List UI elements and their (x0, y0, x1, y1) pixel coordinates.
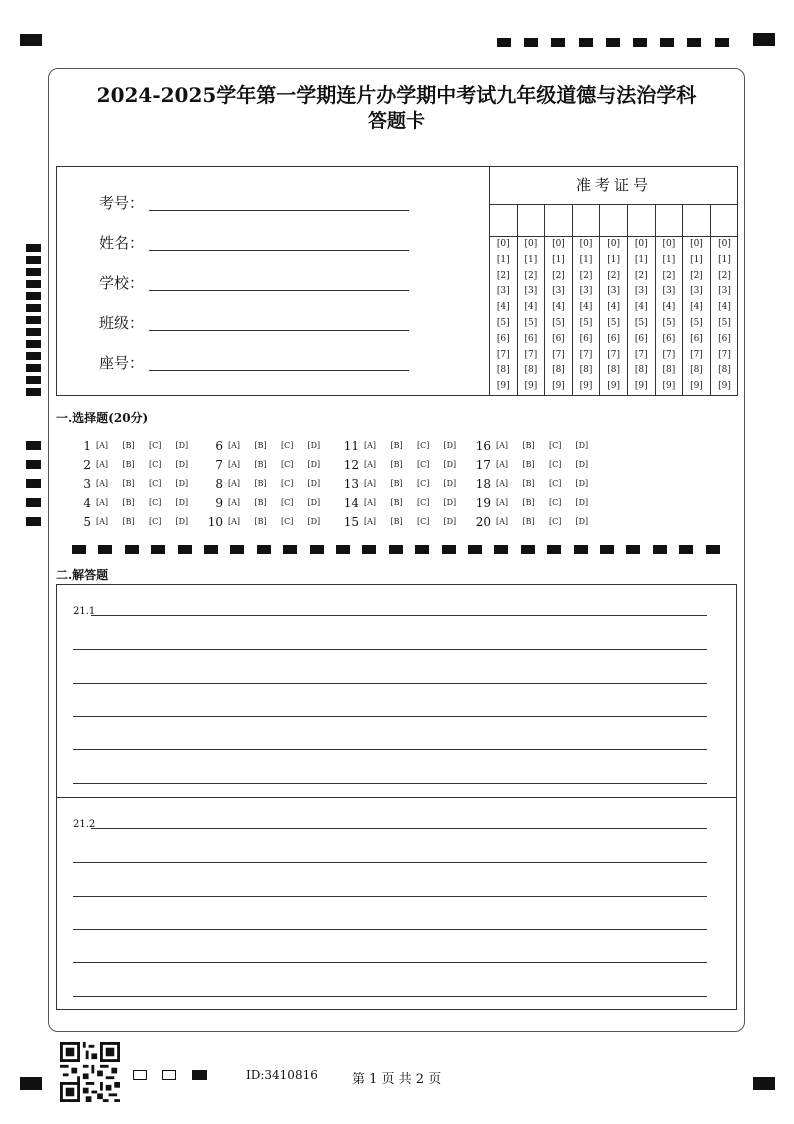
mc-option-bubble[interactable]: [A] (364, 517, 377, 526)
question-number: 21.2 (73, 819, 96, 830)
mc-question-number: 15 (343, 515, 359, 529)
mc-option-bubble[interactable]: [D] (307, 441, 321, 450)
timing-mark (26, 316, 41, 324)
mc-option-bubble[interactable]: [D] (175, 517, 189, 526)
admission-digit-column[interactable] (683, 204, 711, 395)
timing-mark (26, 256, 41, 264)
mc-option-bubble[interactable]: [B] (390, 498, 403, 507)
digit-bubble[interactable]: [0] (496, 239, 510, 249)
mc-option-bubble[interactable]: [B] (254, 498, 267, 507)
mc-option-bubble[interactable]: [B] (390, 517, 403, 526)
mc-option-bubble[interactable]: [B] (390, 460, 403, 469)
digit-bubble[interactable]: [8] (524, 365, 538, 376)
digit-bubble[interactable]: [5] (524, 317, 538, 328)
mc-option-bubble[interactable]: [B] (390, 441, 403, 450)
mc-option-bubble[interactable]: [A] (496, 460, 509, 469)
digit-bubble[interactable]: [0] (634, 239, 648, 249)
digit-bubble[interactable]: [1] (634, 254, 648, 265)
digit-bubble[interactable]: [7] (634, 349, 648, 360)
mc-question-number: 1 (83, 439, 91, 453)
timing-mark (26, 364, 41, 372)
digit-bubble[interactable]: [2] (524, 270, 538, 281)
digit-bubble[interactable]: [4] (496, 302, 510, 313)
mc-option-bubble[interactable]: [B] (254, 441, 267, 450)
mc-question-number: 9 (215, 496, 223, 510)
mc-question-number: 6 (215, 439, 223, 453)
digit-bubble[interactable]: [4] (524, 302, 538, 313)
timing-mark (26, 517, 41, 526)
sheet-subtitle: 答题卡 (367, 110, 425, 132)
admission-digit-column[interactable] (518, 204, 546, 395)
timing-mark (579, 38, 593, 47)
timing-mark (26, 479, 41, 488)
digit-bubble[interactable]: [7] (496, 349, 510, 360)
admission-digit-column[interactable] (600, 204, 628, 395)
digit-bubble[interactable]: [8] (579, 365, 593, 376)
digit-bubble[interactable]: [0] (607, 239, 621, 249)
mc-option-bubble[interactable]: [C] (281, 517, 294, 526)
mc-option-bubble[interactable]: [C] (281, 479, 294, 488)
timing-mark (26, 328, 41, 336)
mc-option-bubble[interactable]: [B] (522, 441, 535, 450)
digit-bubble[interactable]: [6] (607, 333, 621, 344)
digit-bubble[interactable]: [8] (607, 365, 621, 376)
digit-bubble[interactable]: [1] (579, 254, 593, 265)
mc-option-bubble[interactable]: [D] (575, 460, 589, 469)
mc-option-bubble[interactable]: [D] (443, 498, 457, 507)
mc-option-bubble[interactable]: [B] (254, 517, 267, 526)
mc-option-bubble[interactable]: [C] (549, 498, 562, 507)
digit-bubble[interactable]: [9] (524, 381, 538, 392)
mc-option-bubble[interactable]: [C] (549, 479, 562, 488)
digit-bubble[interactable]: [9] (552, 381, 565, 392)
mc-option-bubble[interactable]: [C] (149, 460, 162, 469)
mc-question-number: 18 (475, 477, 491, 491)
digit-bubble[interactable]: [1] (718, 254, 731, 265)
timing-mark (26, 460, 41, 469)
digit-bubble[interactable]: [4] (607, 302, 621, 313)
digit-bubble[interactable]: [4] (718, 302, 731, 313)
mc-option-bubble[interactable]: [C] (549, 441, 562, 450)
mc-option-bubble[interactable]: [B] (254, 479, 267, 488)
mc-option-bubble[interactable]: [A] (496, 517, 509, 526)
mc-option-bubble[interactable]: [C] (281, 498, 294, 507)
mc-option-bubble[interactable]: [A] (228, 460, 241, 469)
marker-empty-square (162, 1070, 176, 1080)
digit-bubble[interactable]: [6] (524, 333, 538, 344)
mc-option-bubble[interactable]: [A] (364, 441, 377, 450)
mc-question-number: 12 (343, 458, 359, 472)
digit-bubble[interactable]: [2] (690, 270, 703, 281)
mc-question-number: 5 (83, 515, 91, 529)
digit-bubble[interactable]: [3] (662, 286, 676, 297)
field-label: 考号： (99, 194, 145, 212)
digit-bubble[interactable]: [7] (718, 349, 731, 360)
name-field[interactable] (99, 232, 149, 253)
mc-question-number: 4 (83, 496, 91, 510)
mc-option-bubble[interactable]: [D] (175, 498, 189, 507)
mc-option-bubble[interactable]: [D] (175, 460, 189, 469)
field-label: 班级： (99, 314, 145, 332)
digit-bubble[interactable]: [5] (552, 317, 565, 328)
class-field[interactable] (99, 312, 149, 333)
digit-bubble[interactable]: [7] (662, 349, 676, 360)
mc-option-bubble[interactable]: [D] (307, 479, 321, 488)
mc-option-bubble[interactable]: [B] (122, 517, 135, 526)
digit-bubble[interactable]: [0] (718, 239, 731, 249)
admission-number-grid (489, 166, 738, 396)
timing-mark (660, 38, 674, 47)
mc-option-bubble[interactable]: [C] (549, 460, 562, 469)
digit-bubble[interactable]: [9] (662, 381, 676, 392)
digit-bubble[interactable]: [4] (579, 302, 593, 313)
mc-option-bubble[interactable]: [D] (443, 441, 457, 450)
mc-option-bubble[interactable]: [C] (417, 498, 430, 507)
digit-bubble[interactable]: [1] (607, 254, 621, 265)
seat-number-field[interactable] (99, 352, 149, 373)
digit-bubble[interactable]: [6] (662, 333, 676, 344)
digit-bubble[interactable]: [7] (607, 349, 621, 360)
timing-mark (26, 352, 41, 360)
page-indicator: 第 1 页 共 2 页 (352, 1072, 442, 1087)
digit-bubble[interactable]: [5] (634, 317, 648, 328)
mc-question-number: 20 (475, 515, 491, 529)
digit-bubble[interactable]: [5] (579, 317, 593, 328)
digit-bubble[interactable]: [3] (496, 286, 510, 297)
admission-digit-column[interactable] (490, 204, 518, 395)
digit-bubble[interactable]: [0] (690, 239, 703, 249)
digit-bubble[interactable]: [4] (634, 302, 648, 313)
digit-bubble[interactable]: [5] (718, 317, 731, 328)
mc-option-bubble[interactable]: [A] (228, 498, 241, 507)
mc-option-bubble[interactable]: [C] (281, 441, 294, 450)
digit-bubble[interactable]: [8] (718, 365, 731, 376)
digit-bubble[interactable]: [6] (552, 333, 565, 344)
mc-option-bubble[interactable]: [A] (96, 498, 109, 507)
timing-mark (26, 304, 41, 312)
admission-number-title: 准考证号 (490, 166, 738, 205)
digit-bubble[interactable]: [8] (662, 365, 676, 376)
timing-mark (26, 498, 41, 507)
digit-bubble[interactable]: [9] (634, 381, 648, 392)
mc-option-bubble[interactable]: [C] (549, 517, 562, 526)
answer-box-21-1[interactable] (56, 584, 737, 798)
mc-option-bubble[interactable]: [B] (522, 498, 535, 507)
mc-option-bubble[interactable]: [A] (96, 517, 109, 526)
digit-bubble[interactable]: [9] (496, 381, 510, 392)
mc-option-bubble[interactable]: [B] (522, 517, 535, 526)
timing-mark (715, 38, 729, 47)
corner-mark-top-left (20, 34, 42, 46)
mc-option-bubble[interactable]: [C] (417, 460, 430, 469)
marker-empty-square (133, 1070, 147, 1080)
mc-option-bubble[interactable]: [B] (122, 498, 135, 507)
mc-option-bubble[interactable]: [D] (307, 517, 321, 526)
mc-option-bubble[interactable]: [D] (175, 441, 189, 450)
digit-bubble[interactable]: [5] (690, 317, 703, 328)
digit-bubble[interactable]: [3] (607, 286, 621, 297)
mc-option-bubble[interactable]: [A] (228, 441, 241, 450)
digit-bubble[interactable]: [1] (496, 254, 510, 265)
mc-option-bubble[interactable]: [B] (254, 460, 267, 469)
digit-bubble[interactable]: [1] (524, 254, 538, 265)
mc-option-bubble[interactable]: [B] (522, 460, 535, 469)
digit-bubble[interactable]: [8] (496, 365, 510, 376)
timing-mark (26, 441, 41, 450)
field-label: 姓名： (99, 234, 145, 252)
mc-option-bubble[interactable]: [B] (122, 441, 135, 450)
digit-bubble[interactable]: [2] (662, 270, 676, 281)
corner-mark-bottom-left (20, 1077, 42, 1090)
mc-option-bubble[interactable]: [C] (149, 479, 162, 488)
timing-mark (26, 388, 41, 396)
admission-digit-column[interactable] (628, 204, 656, 395)
digit-bubble[interactable]: [9] (579, 381, 593, 392)
digit-bubble[interactable]: [2] (718, 270, 731, 281)
mc-question-number: 14 (343, 496, 359, 510)
mc-question-number: 2 (83, 458, 91, 472)
digit-bubble[interactable]: [2] (607, 270, 621, 281)
mc-question-number: 3 (83, 477, 91, 491)
mc-option-bubble[interactable]: [D] (575, 441, 589, 450)
mc-option-bubble[interactable]: [C] (417, 479, 430, 488)
digit-bubble[interactable]: [8] (552, 365, 565, 376)
digit-bubble[interactable]: [6] (718, 333, 731, 344)
timing-mark (26, 280, 41, 288)
mc-option-bubble[interactable]: [C] (281, 460, 294, 469)
mc-option-bubble[interactable]: [A] (228, 479, 241, 488)
mc-option-bubble[interactable]: [A] (96, 441, 109, 450)
marker-filled-square (192, 1070, 207, 1080)
digit-bubble[interactable]: [3] (579, 286, 593, 297)
mc-question-number: 10 (207, 515, 223, 529)
section1-title: 一.选择题(20分) (56, 411, 149, 425)
mc-option-bubble[interactable]: [A] (496, 479, 509, 488)
mc-option-bubble[interactable]: [B] (122, 460, 135, 469)
mc-option-bubble[interactable]: [A] (96, 460, 109, 469)
digit-bubble[interactable]: [2] (579, 270, 593, 281)
mc-option-bubble[interactable]: [C] (149, 498, 162, 507)
mc-option-bubble[interactable]: [D] (443, 479, 457, 488)
timing-mark (26, 340, 41, 348)
digit-bubble[interactable]: [8] (634, 365, 648, 376)
digit-bubble[interactable]: [2] (496, 270, 510, 281)
digit-bubble[interactable]: [4] (662, 302, 676, 313)
field-label: 学校： (99, 274, 145, 292)
mc-option-bubble[interactable]: [C] (149, 441, 162, 450)
question-number: 21.1 (73, 606, 96, 617)
mc-question-number: 7 (215, 458, 223, 472)
sheet-id: ID:3410816 (246, 1068, 318, 1082)
mc-option-bubble[interactable]: [A] (364, 498, 377, 507)
digit-bubble[interactable]: [3] (634, 286, 648, 297)
mc-question-number: 16 (475, 439, 491, 453)
section2-title: 二.解答题 (56, 568, 109, 582)
digit-bubble[interactable]: [5] (662, 317, 676, 328)
mc-option-bubble[interactable]: [C] (149, 517, 162, 526)
mc-option-bubble[interactable]: [D] (575, 479, 589, 488)
mc-option-bubble[interactable]: [A] (496, 498, 509, 507)
timing-mark (26, 292, 41, 300)
timing-mark (524, 38, 538, 47)
timing-mark (26, 268, 41, 276)
corner-mark-top-right (753, 33, 775, 46)
digit-bubble[interactable]: [1] (662, 254, 676, 265)
digit-bubble[interactable]: [7] (690, 349, 703, 360)
digit-bubble[interactable]: [6] (579, 333, 593, 344)
digit-bubble[interactable]: [2] (552, 270, 565, 281)
digit-bubble[interactable]: [7] (552, 349, 565, 360)
digit-bubble[interactable]: [9] (607, 381, 621, 392)
mc-option-bubble[interactable]: [A] (228, 517, 241, 526)
school-field[interactable] (99, 272, 149, 293)
digit-bubble[interactable]: [3] (552, 286, 565, 297)
digit-bubble[interactable]: [3] (718, 286, 731, 297)
digit-bubble[interactable]: [0] (552, 239, 565, 249)
mc-option-bubble[interactable]: [C] (417, 517, 430, 526)
mc-option-bubble[interactable]: [A] (364, 460, 377, 469)
mc-question-number: 19 (475, 496, 491, 510)
mc-option-bubble[interactable]: [B] (390, 479, 403, 488)
mc-option-bubble[interactable]: [D] (307, 498, 321, 507)
digit-bubble[interactable]: [4] (552, 302, 565, 313)
timing-mark (26, 244, 41, 252)
digit-bubble[interactable]: [9] (718, 381, 731, 392)
timing-mark (633, 38, 647, 47)
mc-option-bubble[interactable]: [D] (175, 479, 189, 488)
digit-bubble[interactable]: [5] (607, 317, 621, 328)
digit-bubble[interactable]: [9] (690, 381, 703, 392)
timing-mark (497, 38, 511, 47)
mc-option-bubble[interactable]: [C] (417, 441, 430, 450)
admission-digit-column[interactable] (545, 204, 573, 395)
mc-question-number: 11 (343, 439, 359, 453)
mc-option-bubble[interactable]: [D] (443, 517, 457, 526)
digit-bubble[interactable]: [1] (690, 254, 703, 265)
mc-option-bubble[interactable]: [D] (443, 460, 457, 469)
answer-box-21-2[interactable] (56, 797, 737, 1010)
sheet-title: 2024-2025学年第一学期连片办学期中考试九年级道德与法治学科 (96, 83, 697, 107)
mc-option-bubble[interactable]: [A] (364, 479, 377, 488)
corner-mark-bottom-right (753, 1077, 775, 1090)
mc-option-bubble[interactable]: [A] (96, 479, 109, 488)
mc-option-bubble[interactable]: [D] (575, 498, 589, 507)
mc-question-number: 13 (343, 477, 359, 491)
digit-bubble[interactable]: [6] (634, 333, 648, 344)
mc-option-bubble[interactable]: [B] (522, 479, 535, 488)
digit-bubble[interactable]: [0] (662, 239, 676, 249)
timing-mark (687, 38, 701, 47)
digit-bubble[interactable]: [7] (524, 349, 538, 360)
digit-bubble[interactable]: [1] (552, 254, 565, 265)
digit-bubble[interactable]: [4] (690, 302, 703, 313)
qr-code-icon (60, 1042, 120, 1102)
digit-bubble[interactable]: [3] (690, 286, 703, 297)
mc-option-bubble[interactable]: [D] (307, 460, 321, 469)
digit-bubble[interactable]: [0] (524, 239, 538, 249)
admission-digit-column[interactable] (656, 204, 684, 395)
digit-bubble[interactable]: [6] (690, 333, 703, 344)
timing-mark (606, 38, 620, 47)
digit-bubble[interactable]: [7] (579, 349, 593, 360)
mc-question-number: 17 (475, 458, 491, 472)
field-label: 座号： (99, 354, 145, 372)
mc-option-bubble[interactable]: [B] (122, 479, 135, 488)
mc-option-bubble[interactable]: [A] (496, 441, 509, 450)
digit-bubble[interactable]: [2] (634, 270, 648, 281)
exam-number-field[interactable] (99, 192, 149, 213)
timing-mark (551, 38, 565, 47)
digit-bubble[interactable]: [6] (496, 333, 510, 344)
digit-bubble[interactable]: [0] (579, 239, 593, 249)
admission-digit-column[interactable] (573, 204, 601, 395)
mc-option-bubble[interactable]: [D] (575, 517, 589, 526)
timing-mark (26, 376, 41, 384)
mc-question-number: 8 (215, 477, 223, 491)
admission-digit-column[interactable] (711, 204, 739, 395)
digit-bubble[interactable]: [3] (524, 286, 538, 297)
digit-bubble[interactable]: [5] (496, 317, 510, 328)
digit-bubble[interactable]: [8] (690, 365, 703, 376)
